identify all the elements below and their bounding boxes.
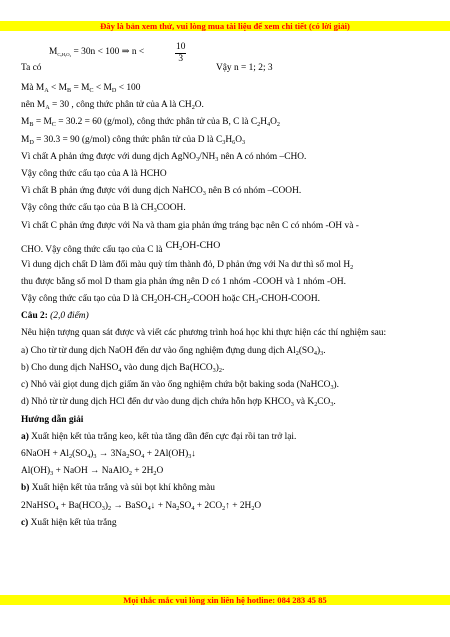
equation-2: $Al(OH)_3$ + NaOH → NaAlO$_2$ + $2H_2O$ — [21, 466, 164, 478]
document-body — [21, 40, 433, 532]
equation-3: 2NaHSO$_4$ + $Ba(HCO_3)_2$ → BaSO$_4$↓ + $Na_2SO_4$ + $2CO_2↑ + 2H_2O$ — [21, 500, 262, 512]
formula-subscript: CₓHᵧO₂ — [57, 52, 72, 57]
hotline-banner — [0, 595, 450, 605]
solution-heading: Hướng dẫn giải — [21, 414, 84, 425]
question-item-a: a) Cho từ từ dung dịch NaOH đến dư vào ống nghiệm đựng dung dịch $Al_2(SO_4)_3$. — [21, 345, 326, 357]
text-line: Vậy công thức cấu tạo của B là $CH_3COOH$. — [21, 203, 186, 215]
ta-co-label: Ta có — [21, 63, 42, 73]
preview-banner — [0, 21, 450, 31]
conclusion-n: Vậy n = 1; 2; 3 — [216, 63, 273, 73]
text-line: Vì chất A phản ứng được với dung dịch $AgNO_3/NH_3$ nên A có nhóm –CHO. — [21, 151, 307, 163]
equation-1: 6NaOH + $Al_2(SO_4)_3 \to 3Na_2SO_4$ + $2Al(OH)_3↓$ — [21, 448, 196, 460]
text-line: $M_D = 30.3 = 90$ (g/mol) công thức phân tử của D là $C_3H_6O_3$ — [21, 134, 246, 146]
text-line: Vậy công thức cấu tạo của A là HCHO — [21, 168, 167, 179]
question-item-c: c) Nhỏ vài giọt dung dịch giấm ăn vào ống nghiệm chứa bột baking soda (NaHCO$_3$). — [21, 380, 340, 392]
question-item-b: b) Cho dung dịch NaHSO$_4$ vào dung dịch $Ba(HCO_3)_2$. — [21, 363, 225, 375]
text-line: nên $M_A = 30$ , công thức phân tử của A là $CH_2O$. — [21, 100, 204, 112]
question-heading: Câu 2: (2,0 điểm) — [21, 311, 89, 322]
text-line: Vì dung dịch chất D làm đổi màu quỳ tím thành đỏ, D phản ứng với Na dư thì số mol $H_2$ — [21, 259, 354, 271]
hotline-banner-text: Mọi thắc mắc vui lòng xin liên hệ hotline: 084 283 45 85 — [123, 595, 327, 605]
fraction — [175, 42, 186, 65]
text-line: Vì chất C phản ứng được với Na và tham gia phản ứng tráng bạc nên C có nhóm -OH và - — [21, 220, 359, 231]
question-intro: Nêu hiện tượng quan sát được và viết các phương trình hoá học khi thực hiện các thí nghiệm sau: — [21, 328, 387, 339]
preview-banner-text: Đây là bản xem thử, vui lòng mua tài liệu để xem chi tiết (có lời giải) — [100, 21, 350, 31]
answer-b: b) Xuất hiện kết tủa trắng và sủi bọt khí không màu — [21, 483, 215, 494]
molar-mass-expression: $M_{C_xHᵧO_2} = 30n < 100$ ⇒ n < — [49, 47, 145, 57]
fraction-numerator: 10 — [176, 42, 186, 52]
formula-inequality: = 30n < 100 ⇒ n < — [73, 47, 145, 57]
text-line: Vậy công thức cấu tạo của D là $CH_2OH-CH_2$-COOH hoặc $CH_3-CHOH$-COOH. — [21, 294, 320, 306]
text-line: CHO. Vậy công thức cấu tạo của C là $CH_2OH$-CHO — [21, 239, 221, 255]
text-line: Mà $M_A < M_B = M_C < M_D < 100$ — [21, 83, 141, 94]
answer-c: c) Xuất hiện kết tủa trắng — [21, 517, 117, 528]
text-line: thu được bằng số mol D tham gia phản ứng nên D có 1 nhóm -COOH và 1 nhóm -OH. — [21, 276, 346, 287]
question-item-d: d) Nhỏ từ từ dung dịch HCl đến dư vào dung dịch chứa hỗn hợp $KHCO_3$ và $K_2CO_3$. — [21, 397, 336, 409]
text-line: Vì chất B phản ứng được với dung dịch NaHCO$_3$ nên B có nhóm –COOH. — [21, 186, 302, 198]
fraction-denominator: 3 — [178, 54, 184, 64]
formula-ch2oh-cho: $CH_2OH$-CHO — [165, 239, 221, 252]
answer-a: a) Xuất hiện kết tủa trắng keo, kết tủa tăng dần đến cực đại rồi tan trở lại. — [21, 431, 297, 442]
formula-block — [21, 40, 433, 80]
text-line: $M_B = M_C = 30.2 = 60$ (g/mol), công thức phân tử của B, C là $C_2H_4O_2$ — [21, 117, 280, 129]
